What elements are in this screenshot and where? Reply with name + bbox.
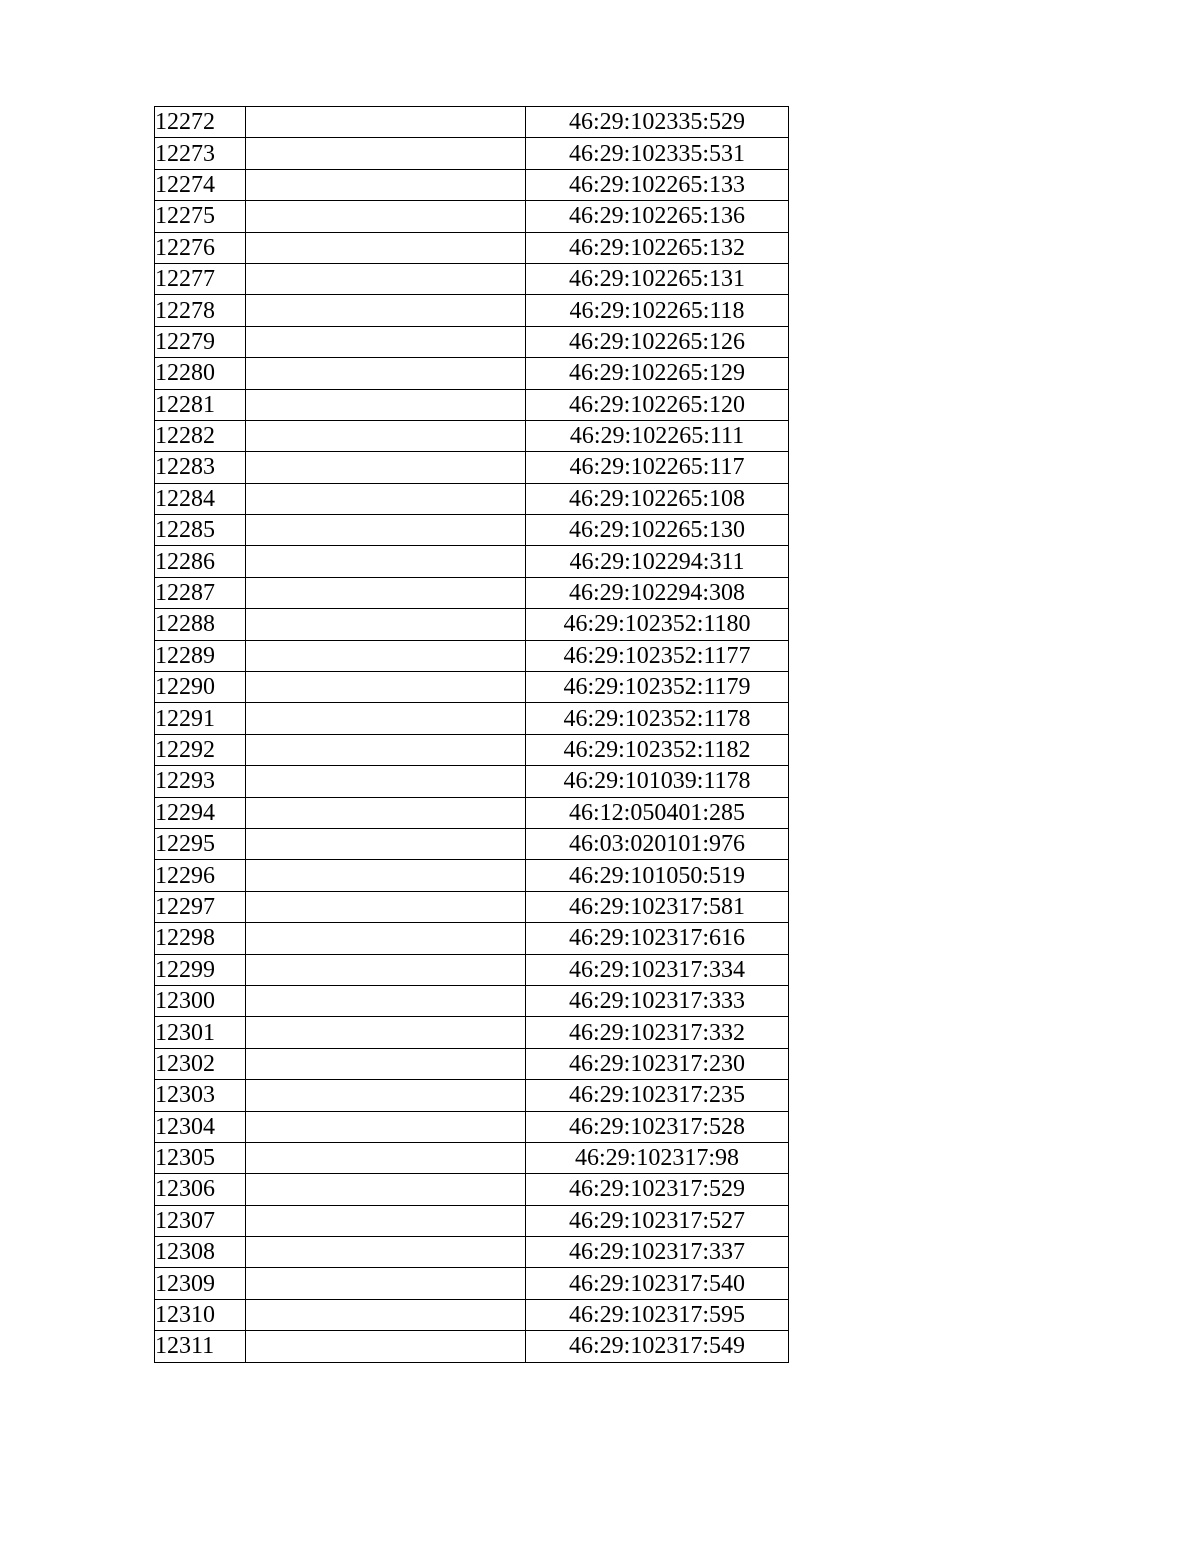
row-number-cell: 12291 <box>155 703 246 734</box>
table-row <box>155 263 789 294</box>
row-name-cell <box>246 891 526 922</box>
table-row <box>155 609 789 640</box>
row-name-cell <box>246 734 526 765</box>
table-row <box>155 766 789 797</box>
row-number-cell: 12276 <box>155 232 246 263</box>
row-name-cell <box>246 1268 526 1299</box>
cadastral-number-cell: 46:29:102317:616 <box>526 923 789 954</box>
cadastral-number-cell: 46:29:102317:333 <box>526 985 789 1016</box>
row-number-cell: 12273 <box>155 138 246 169</box>
row-name-cell <box>246 295 526 326</box>
row-number-cell: 12279 <box>155 326 246 357</box>
row-number-cell: 12288 <box>155 609 246 640</box>
cadastral-number-cell: 46:29:101039:1178 <box>526 766 789 797</box>
table-row <box>155 483 789 514</box>
cadastral-number-cell: 46:29:102317:334 <box>526 954 789 985</box>
row-number-cell: 12290 <box>155 672 246 703</box>
cadastral-number-cell: 46:29:102317:230 <box>526 1048 789 1079</box>
row-number-cell: 12297 <box>155 891 246 922</box>
row-name-cell <box>246 954 526 985</box>
table-row <box>155 452 789 483</box>
row-name-cell <box>246 640 526 671</box>
row-name-cell <box>246 263 526 294</box>
row-number-cell: 12306 <box>155 1174 246 1205</box>
row-name-cell <box>246 107 526 138</box>
row-name-cell <box>246 483 526 514</box>
row-name-cell <box>246 1080 526 1111</box>
cadastral-number-cell: 46:29:102317:98 <box>526 1142 789 1173</box>
row-name-cell <box>246 766 526 797</box>
row-name-cell <box>246 1237 526 1268</box>
row-name-cell <box>246 515 526 546</box>
row-name-cell <box>246 358 526 389</box>
cadastral-number-cell: 46:29:102265:126 <box>526 326 789 357</box>
cadastral-number-cell: 46:29:102352:1177 <box>526 640 789 671</box>
row-number-cell: 12278 <box>155 295 246 326</box>
cadastral-number-cell: 46:29:102317:235 <box>526 1080 789 1111</box>
table-row <box>155 1142 789 1173</box>
cadastral-number-cell: 46:29:102265:131 <box>526 263 789 294</box>
registry-table-body <box>155 107 789 1363</box>
cadastral-number-cell: 46:03:020101:976 <box>526 828 789 859</box>
row-name-cell <box>246 452 526 483</box>
cadastral-number-cell: 46:29:102317:528 <box>526 1111 789 1142</box>
row-number-cell: 12274 <box>155 169 246 200</box>
row-name-cell <box>246 609 526 640</box>
row-name-cell <box>246 232 526 263</box>
cadastral-number-cell: 46:29:102317:527 <box>526 1205 789 1236</box>
cadastral-number-cell: 46:12:050401:285 <box>526 797 789 828</box>
table-row <box>155 326 789 357</box>
row-name-cell <box>246 546 526 577</box>
cadastral-number-cell: 46:29:102265:117 <box>526 452 789 483</box>
row-name-cell <box>246 1048 526 1079</box>
table-row <box>155 1299 789 1330</box>
cadastral-number-cell: 46:29:102265:108 <box>526 483 789 514</box>
table-row <box>155 1205 789 1236</box>
row-name-cell <box>246 923 526 954</box>
row-name-cell <box>246 201 526 232</box>
row-number-cell: 12300 <box>155 985 246 1016</box>
registry-table <box>154 106 789 1363</box>
cadastral-number-cell: 46:29:102317:337 <box>526 1237 789 1268</box>
row-name-cell <box>246 138 526 169</box>
table-row <box>155 640 789 671</box>
cadastral-number-cell: 46:29:102265:133 <box>526 169 789 200</box>
cadastral-number-cell: 46:29:102317:332 <box>526 1017 789 1048</box>
cadastral-number-cell: 46:29:102265:136 <box>526 201 789 232</box>
cadastral-number-cell: 46:29:102317:529 <box>526 1174 789 1205</box>
row-name-cell <box>246 1111 526 1142</box>
row-name-cell <box>246 1205 526 1236</box>
row-number-cell: 12272 <box>155 107 246 138</box>
row-name-cell <box>246 1299 526 1330</box>
table-row <box>155 860 789 891</box>
cadastral-number-cell: 46:29:102317:581 <box>526 891 789 922</box>
row-number-cell: 12301 <box>155 1017 246 1048</box>
table-row <box>155 389 789 420</box>
row-name-cell <box>246 389 526 420</box>
table-row <box>155 515 789 546</box>
cadastral-number-cell: 46:29:102335:531 <box>526 138 789 169</box>
table-row <box>155 703 789 734</box>
table-row <box>155 985 789 1016</box>
cadastral-number-cell: 46:29:102317:595 <box>526 1299 789 1330</box>
table-row <box>155 734 789 765</box>
cadastral-number-cell: 46:29:102265:129 <box>526 358 789 389</box>
row-number-cell: 12294 <box>155 797 246 828</box>
row-number-cell: 12275 <box>155 201 246 232</box>
row-name-cell <box>246 326 526 357</box>
table-row <box>155 577 789 608</box>
table-row <box>155 420 789 451</box>
row-number-cell: 12281 <box>155 389 246 420</box>
cadastral-number-cell: 46:29:101050:519 <box>526 860 789 891</box>
row-name-cell <box>246 985 526 1016</box>
table-row <box>155 169 789 200</box>
cadastral-number-cell: 46:29:102335:529 <box>526 107 789 138</box>
row-number-cell: 12277 <box>155 263 246 294</box>
table-row <box>155 295 789 326</box>
row-number-cell: 12283 <box>155 452 246 483</box>
table-row <box>155 1111 789 1142</box>
row-name-cell <box>246 1142 526 1173</box>
row-number-cell: 12293 <box>155 766 246 797</box>
cadastral-number-cell: 46:29:102352:1182 <box>526 734 789 765</box>
row-number-cell: 12310 <box>155 1299 246 1330</box>
row-number-cell: 12302 <box>155 1048 246 1079</box>
cadastral-number-cell: 46:29:102294:311 <box>526 546 789 577</box>
table-row <box>155 954 789 985</box>
cadastral-number-cell: 46:29:102294:308 <box>526 577 789 608</box>
cadastral-number-cell: 46:29:102352:1180 <box>526 609 789 640</box>
row-name-cell <box>246 828 526 859</box>
row-name-cell <box>246 672 526 703</box>
row-number-cell: 12282 <box>155 420 246 451</box>
row-number-cell: 12309 <box>155 1268 246 1299</box>
table-row <box>155 546 789 577</box>
table-row <box>155 1331 789 1362</box>
cadastral-number-cell: 46:29:102265:130 <box>526 515 789 546</box>
row-number-cell: 12285 <box>155 515 246 546</box>
row-number-cell: 12286 <box>155 546 246 577</box>
row-name-cell <box>246 1331 526 1362</box>
cadastral-number-cell: 46:29:102265:118 <box>526 295 789 326</box>
table-row <box>155 232 789 263</box>
row-name-cell <box>246 860 526 891</box>
cadastral-number-cell: 46:29:102265:132 <box>526 232 789 263</box>
row-name-cell <box>246 577 526 608</box>
cadastral-number-cell: 46:29:102352:1179 <box>526 672 789 703</box>
table-row <box>155 828 789 859</box>
table-row <box>155 923 789 954</box>
row-number-cell: 12307 <box>155 1205 246 1236</box>
row-name-cell <box>246 1174 526 1205</box>
row-name-cell <box>246 169 526 200</box>
cadastral-number-cell: 46:29:102265:111 <box>526 420 789 451</box>
table-row <box>155 107 789 138</box>
row-number-cell: 12304 <box>155 1111 246 1142</box>
table-row <box>155 201 789 232</box>
row-number-cell: 12305 <box>155 1142 246 1173</box>
row-name-cell <box>246 797 526 828</box>
row-number-cell: 12289 <box>155 640 246 671</box>
row-number-cell: 12311 <box>155 1331 246 1362</box>
row-name-cell <box>246 1017 526 1048</box>
row-name-cell <box>246 420 526 451</box>
cadastral-number-cell: 46:29:102317:540 <box>526 1268 789 1299</box>
cadastral-number-cell: 46:29:102352:1178 <box>526 703 789 734</box>
row-number-cell: 12308 <box>155 1237 246 1268</box>
table-row <box>155 358 789 389</box>
cadastral-number-cell: 46:29:102317:549 <box>526 1331 789 1362</box>
table-row <box>155 1017 789 1048</box>
table-row <box>155 672 789 703</box>
table-row <box>155 138 789 169</box>
row-number-cell: 12299 <box>155 954 246 985</box>
row-number-cell: 12284 <box>155 483 246 514</box>
table-row <box>155 891 789 922</box>
table-row <box>155 1080 789 1111</box>
row-number-cell: 12292 <box>155 734 246 765</box>
row-name-cell <box>246 703 526 734</box>
table-row <box>155 1237 789 1268</box>
row-number-cell: 12295 <box>155 828 246 859</box>
row-number-cell: 12280 <box>155 358 246 389</box>
row-number-cell: 12303 <box>155 1080 246 1111</box>
table-row <box>155 1268 789 1299</box>
table-row <box>155 1048 789 1079</box>
row-number-cell: 12287 <box>155 577 246 608</box>
cadastral-number-cell: 46:29:102265:120 <box>526 389 789 420</box>
table-row <box>155 797 789 828</box>
row-number-cell: 12296 <box>155 860 246 891</box>
table-row <box>155 1174 789 1205</box>
row-number-cell: 12298 <box>155 923 246 954</box>
